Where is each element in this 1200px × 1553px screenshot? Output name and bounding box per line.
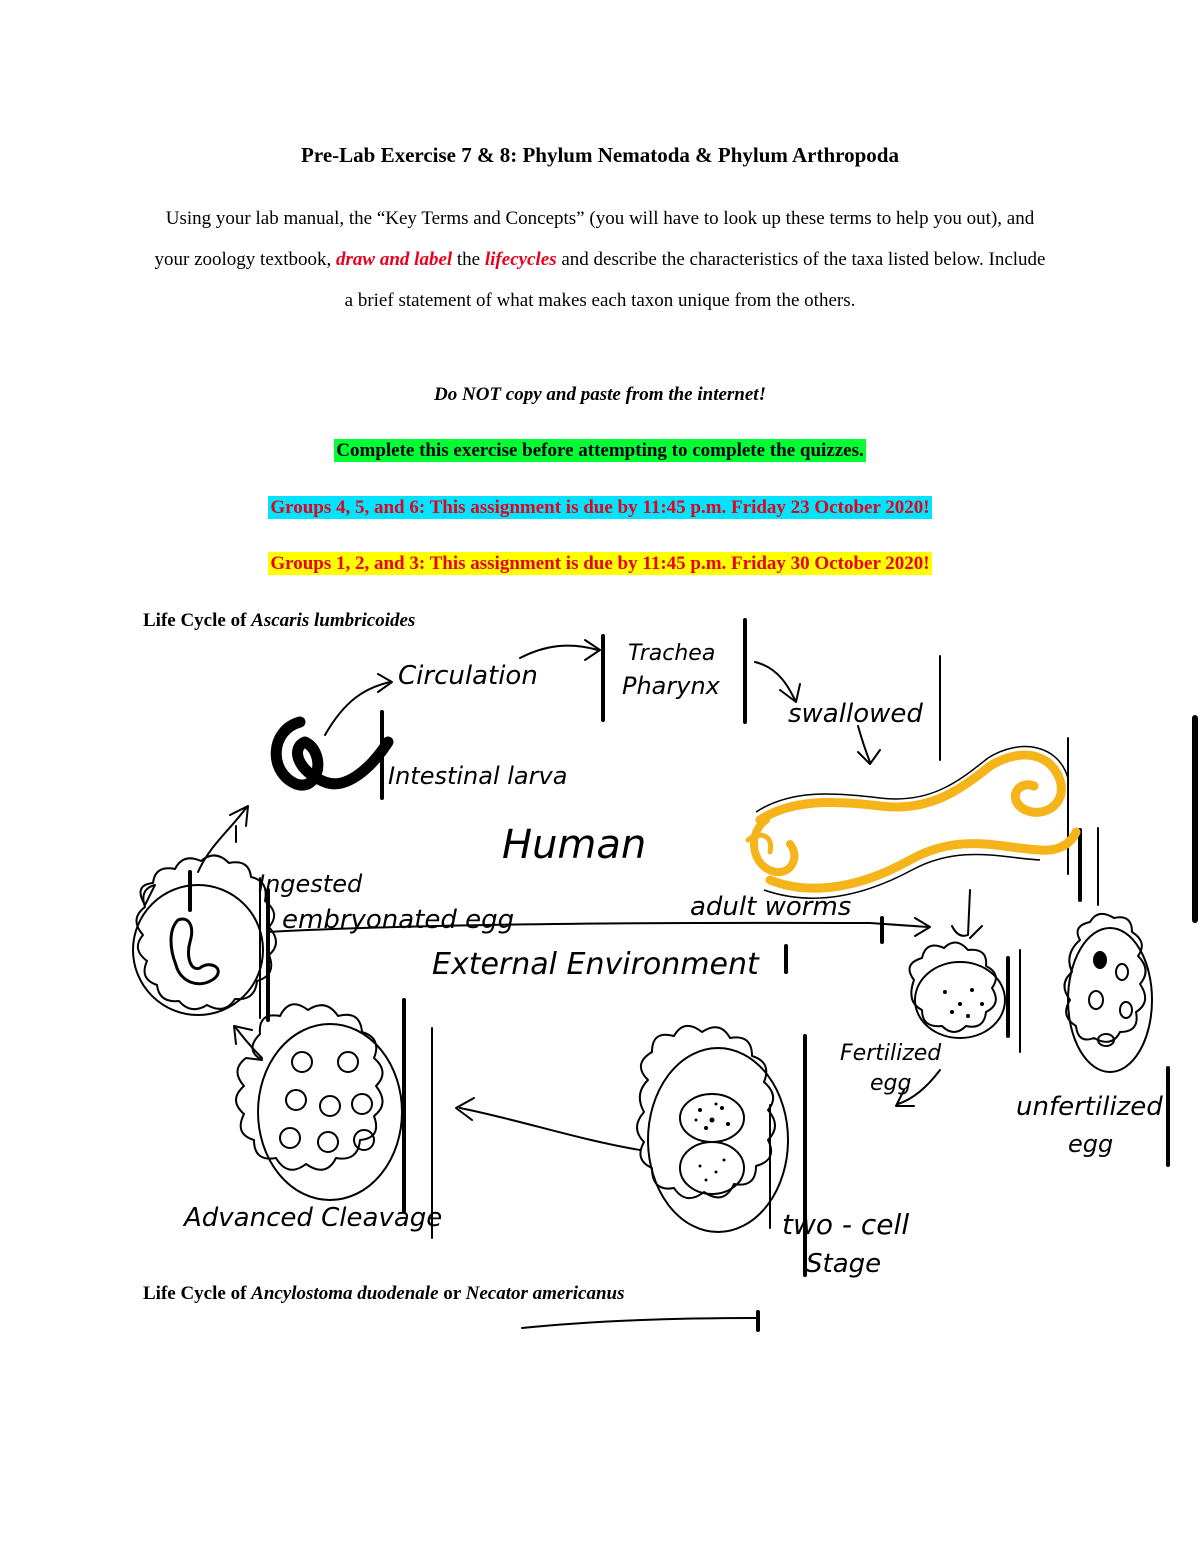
label-trachea: Trachea bbox=[628, 641, 716, 666]
arrow-to-trachea bbox=[520, 640, 600, 660]
adult-worms-drawing bbox=[748, 755, 1076, 888]
label-human: Human bbox=[502, 822, 647, 868]
section2-or: or bbox=[438, 1283, 466, 1304]
label-unfertilized-egg: egg bbox=[1068, 1130, 1114, 1158]
page-title: Pre-Lab Exercise 7 & 8: Phylum Nematoda & Phylum Arthropoda bbox=[301, 143, 899, 167]
section2-species-1: Ancylostoma duodenale bbox=[251, 1283, 439, 1304]
section2-species-2: Necator americanus bbox=[465, 1283, 625, 1304]
embryonated-egg-drawing bbox=[133, 855, 276, 1020]
intestinal-larva-drawing bbox=[276, 722, 388, 785]
label-advanced-cleavage: Advanced Cleavage bbox=[184, 1203, 443, 1233]
label-unfertilized: unfertilized bbox=[1016, 1092, 1163, 1122]
label-ingested: Ingested bbox=[258, 870, 363, 898]
label-stage: Stage bbox=[806, 1249, 882, 1279]
label-circulation: Circulation bbox=[398, 661, 538, 691]
notice-groups-456: Groups 4, 5, and 6: This assignment is due by 11:45 p.m. Friday 23 October 2020! bbox=[270, 497, 930, 518]
label-fertilized-egg: egg bbox=[870, 1071, 912, 1096]
unfertilized-egg-drawing bbox=[1064, 914, 1168, 1165]
section1-species: Ascaris lumbricoides bbox=[251, 610, 416, 631]
label-intestinal-larva: Intestinal larva bbox=[388, 762, 568, 790]
label-adult-worms: adult worms bbox=[690, 892, 852, 922]
label-two-cell: two - cell bbox=[782, 1208, 910, 1241]
notice-groups-123: Groups 1, 2, and 3: This assignment is due by 11:45 p.m. Friday 30 October 2020! bbox=[270, 553, 930, 574]
arrow-to-swallowed bbox=[755, 662, 800, 702]
intro-emphasis-draw-label: draw and label bbox=[336, 249, 453, 270]
label-embryonated-egg: embryonated egg bbox=[282, 905, 515, 935]
notice-complete: Complete this exercise before attempting to complete the quizzes. bbox=[336, 440, 864, 461]
label-external-environment: External Environment bbox=[432, 947, 759, 982]
section1-prefix: Life Cycle of bbox=[143, 610, 252, 631]
intro-text-2: the bbox=[452, 249, 485, 270]
intro-emphasis-lifecycles: lifecycles bbox=[484, 249, 557, 270]
arrow-swallowed-down bbox=[858, 726, 880, 764]
two-cell-egg-drawing bbox=[637, 1026, 805, 1275]
fertilized-egg-drawing bbox=[896, 942, 1020, 1106]
section2-prefix: Life Cycle of bbox=[143, 1283, 252, 1304]
copy-warning: Do NOT copy and paste from the internet! bbox=[434, 384, 766, 405]
section2-sketch-line bbox=[522, 1318, 756, 1328]
intro-text-3: and describe the characteristics of the taxa listed below. Include a brief statement of what makes each taxon unique from the others. bbox=[344, 249, 1046, 311]
arrow-twocell-to-cleavage bbox=[456, 1098, 640, 1150]
section-heading-hookworm bbox=[143, 1283, 624, 1305]
label-swallowed: swallowed bbox=[788, 699, 923, 729]
arrow-cleavage-to-embryonated bbox=[234, 1026, 262, 1058]
label-fertilized: Fertilized bbox=[840, 1041, 942, 1066]
adult-worms-outline bbox=[756, 747, 1068, 899]
label-pharynx: Pharynx bbox=[622, 672, 720, 700]
intro-text-1: Using your lab manual, the “Key Terms and Concepts” (you will have to look up these terms to help you out), and your zoology textbook, bbox=[154, 208, 1035, 270]
arrow-worms-down bbox=[952, 890, 982, 938]
